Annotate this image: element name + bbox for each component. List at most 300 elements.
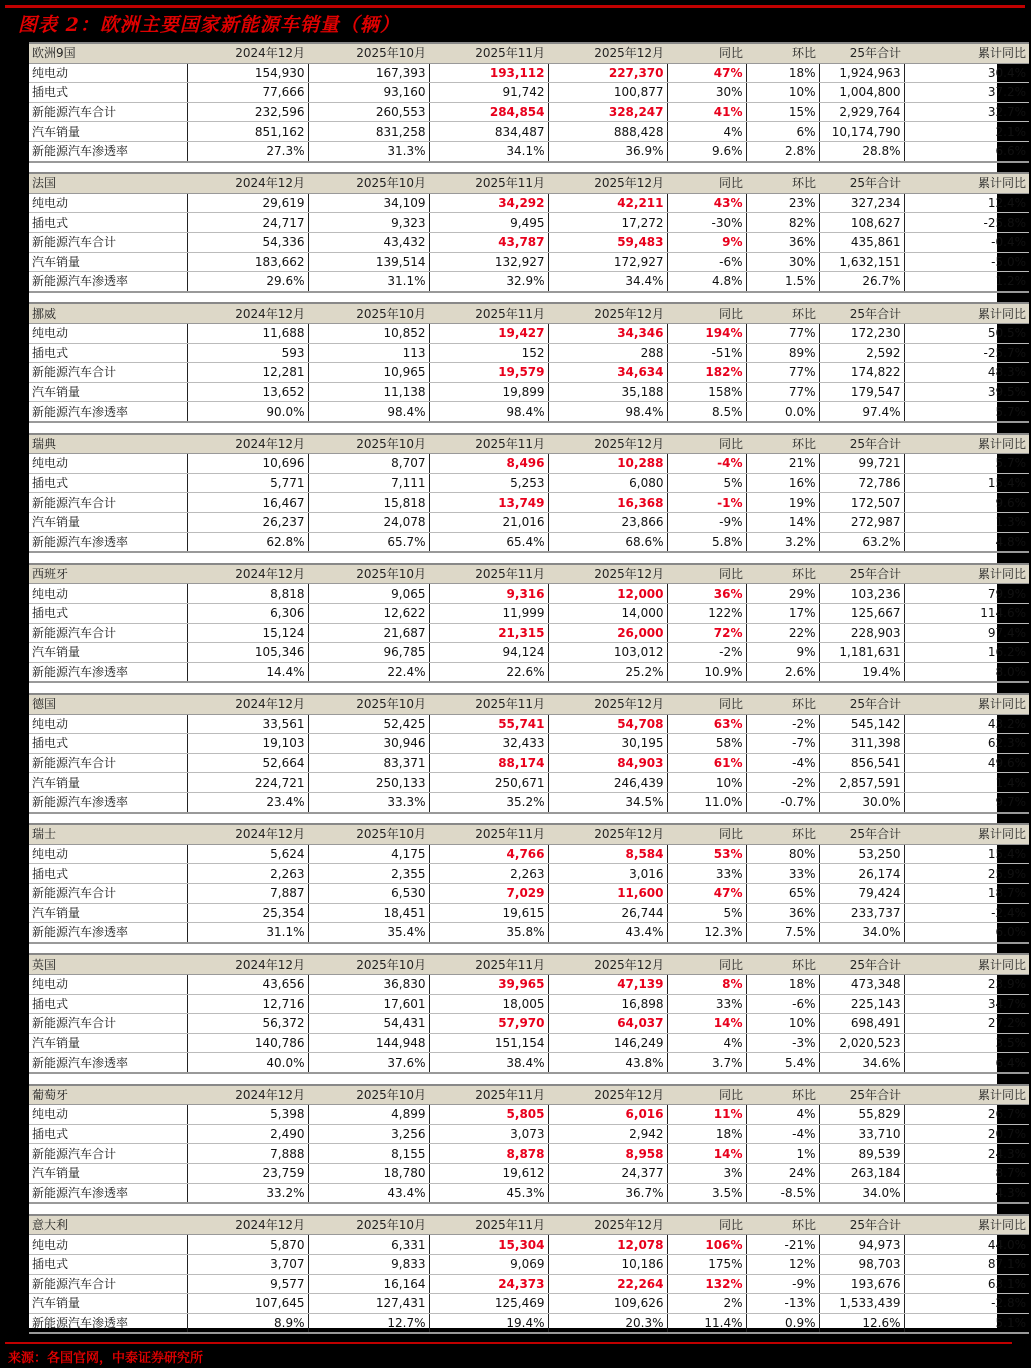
table-cell: 4% xyxy=(667,1033,746,1053)
table-cell: 11,138 xyxy=(308,382,429,402)
table-cell: 77,666 xyxy=(187,83,308,103)
table-cell: 8,155 xyxy=(308,1144,429,1164)
table-cell: 47% xyxy=(667,883,746,903)
table-cell: 4.8% xyxy=(904,532,1029,552)
table-cell: 55,829 xyxy=(819,1105,904,1125)
column-header: 2025年10月 xyxy=(308,434,429,454)
column-header: 2024年12月 xyxy=(187,434,308,454)
column-header: 2024年12月 xyxy=(187,564,308,584)
column-header: 2024年12月 xyxy=(187,1215,308,1235)
table-cell: 54,336 xyxy=(187,232,308,252)
table-cell: -5.0% xyxy=(904,252,1029,272)
table-cell: 4% xyxy=(667,122,746,142)
table-cell: 25.9% xyxy=(904,864,1029,884)
table-cell: 10% xyxy=(746,1014,819,1034)
column-header: 2025年11月 xyxy=(429,1215,548,1235)
table-cell: 25,354 xyxy=(187,903,308,923)
table-cell: 18% xyxy=(667,1124,746,1144)
table-cell: 55,741 xyxy=(429,714,548,734)
table-cell: 7,887 xyxy=(187,883,308,903)
table-cell: 1,924,963 xyxy=(819,63,904,83)
table-cell: 98.4% xyxy=(308,402,429,422)
table-cell: 10,965 xyxy=(308,363,429,383)
table-cell: 35.2% xyxy=(429,792,548,812)
table-cell: 127,431 xyxy=(308,1294,429,1314)
table-cell: 34.1% xyxy=(429,141,548,161)
bottom-rule xyxy=(5,1342,1012,1344)
table-cell: 7,029 xyxy=(429,883,548,903)
row-label: 汽车销量 xyxy=(29,122,187,142)
column-header: 累计同比 xyxy=(904,434,1029,454)
table-cell: 68.6% xyxy=(548,532,667,552)
row-label: 纯电动 xyxy=(29,193,187,213)
table-cell: 10,696 xyxy=(187,454,308,474)
row-label: 新能源汽车合计 xyxy=(29,232,187,252)
table-cell: 13,652 xyxy=(187,382,308,402)
table-row xyxy=(29,1235,1031,1255)
table-cell: 14.4% xyxy=(187,662,308,682)
table-cell: 19,579 xyxy=(429,363,548,383)
column-header: 2025年10月 xyxy=(308,1215,429,1235)
table-cell: 34.4% xyxy=(548,272,667,292)
table-cell: 32,433 xyxy=(429,734,548,754)
column-header: 2024年12月 xyxy=(187,954,308,974)
table-row xyxy=(29,493,1031,513)
table-cell: 36,830 xyxy=(308,974,429,994)
row-label: 纯电动 xyxy=(29,974,187,994)
table-cell: 139,514 xyxy=(308,252,429,272)
table-cell: 132,927 xyxy=(429,252,548,272)
table-cell: 28.8% xyxy=(819,141,904,161)
table-cell: 19,427 xyxy=(429,323,548,343)
column-header: 2025年11月 xyxy=(429,43,548,63)
table-row xyxy=(29,63,1031,83)
table-cell: 26,174 xyxy=(819,864,904,884)
table-cell: 79,424 xyxy=(819,883,904,903)
table-cell: 12,281 xyxy=(187,363,308,383)
column-header: 2025年10月 xyxy=(308,954,429,974)
table-cell: 122% xyxy=(667,603,746,623)
table-cell: 6,016 xyxy=(548,1105,667,1125)
table-cell: 9,065 xyxy=(308,584,429,604)
table-cell: 6% xyxy=(746,122,819,142)
table-cell: 20.3% xyxy=(548,1313,667,1333)
table-cell: 193,112 xyxy=(429,63,548,83)
table-cell: 29,619 xyxy=(187,193,308,213)
table-cell: 34.6% xyxy=(819,1053,904,1073)
table-cell: 16% xyxy=(746,473,819,493)
row-label: 新能源汽车渗透率 xyxy=(29,1183,187,1203)
table-row xyxy=(29,773,1031,793)
table-cell: 1,632,151 xyxy=(819,252,904,272)
column-header: 2025年12月 xyxy=(548,824,667,844)
column-header: 2024年12月 xyxy=(187,824,308,844)
column-header: 2025年12月 xyxy=(548,173,667,193)
table-cell: 20.7% xyxy=(904,1124,1029,1144)
table-cell: 10,852 xyxy=(308,323,429,343)
table-cell: 232,596 xyxy=(187,102,308,122)
table-cell: 888,428 xyxy=(548,122,667,142)
table-cell: 146,249 xyxy=(548,1033,667,1053)
column-header: 25年合计 xyxy=(819,1215,904,1235)
table-cell: 33,710 xyxy=(819,1124,904,1144)
table-cell: 2,929,764 xyxy=(819,102,904,122)
table-cell: 15% xyxy=(746,102,819,122)
table-cell: 152 xyxy=(429,343,548,363)
table-cell: 182% xyxy=(667,363,746,383)
table-cell: 11,600 xyxy=(548,883,667,903)
table-header-row xyxy=(29,954,1031,974)
table-cell: 9% xyxy=(667,232,746,252)
column-header: 同比 xyxy=(667,564,746,584)
table-cell: 97.4% xyxy=(904,623,1029,643)
table-cell: 311,398 xyxy=(819,734,904,754)
table-cell: 2.6% xyxy=(746,662,819,682)
column-header: 2025年11月 xyxy=(429,434,548,454)
table-header-row xyxy=(29,824,1031,844)
column-header: 同比 xyxy=(667,303,746,323)
table-cell: 65.7% xyxy=(308,532,429,552)
column-header: 2025年10月 xyxy=(308,694,429,714)
table-cell: 40.0% xyxy=(187,1053,308,1073)
column-header: 环比 xyxy=(746,824,819,844)
table-cell: 194% xyxy=(667,323,746,343)
table-cell: 30.0% xyxy=(819,792,904,812)
table-cell: 9,833 xyxy=(308,1254,429,1274)
table-row xyxy=(29,402,1031,422)
table-cell: 37.2% xyxy=(904,83,1029,103)
table-cell: 19.4% xyxy=(429,1313,548,1333)
table-cell: 35.4% xyxy=(308,923,429,943)
table-cell: 16,164 xyxy=(308,1274,429,1294)
column-header: 2025年11月 xyxy=(429,824,548,844)
table-cell: 53,250 xyxy=(819,844,904,864)
table-cell: 18% xyxy=(746,974,819,994)
row-label: 纯电动 xyxy=(29,714,187,734)
table-cell: 26.7% xyxy=(904,1105,1029,1125)
source-note: 来源：各国官网，中泰证券研究所 xyxy=(8,1351,204,1366)
column-header: 25年合计 xyxy=(819,694,904,714)
table-cell: 4.8% xyxy=(667,272,746,292)
table-cell: 107,645 xyxy=(187,1294,308,1314)
table-header-row xyxy=(29,564,1031,584)
table-cell: 834,487 xyxy=(429,122,548,142)
table-cell: 63.1% xyxy=(904,1274,1029,1294)
table-row xyxy=(29,512,1031,532)
table-cell: 7,888 xyxy=(187,1144,308,1164)
table-cell: 43% xyxy=(667,193,746,213)
table-cell: 58% xyxy=(667,734,746,754)
table-cell: -8.5% xyxy=(746,1183,819,1203)
country-table-6 xyxy=(29,823,1026,944)
table-cell: 8,707 xyxy=(308,454,429,474)
table-header-row xyxy=(29,1085,1031,1105)
table-cell: 33,561 xyxy=(187,714,308,734)
table-cell: 19,615 xyxy=(429,903,548,923)
table-cell: 1,004,800 xyxy=(819,83,904,103)
column-header: 2024年12月 xyxy=(187,694,308,714)
table-cell: 6.4% xyxy=(904,1053,1029,1073)
table-cell: 21% xyxy=(746,454,819,474)
table-header-row xyxy=(29,303,1031,323)
table-cell: 43.2% xyxy=(904,714,1029,734)
table-cell: 6,080 xyxy=(548,473,667,493)
table-row xyxy=(29,994,1031,1014)
table-cell: 8,584 xyxy=(548,844,667,864)
table-cell: 12.3% xyxy=(667,923,746,943)
table-cell: 435,861 xyxy=(819,232,904,252)
table-cell: 72,786 xyxy=(819,473,904,493)
table-cell: -0.4% xyxy=(904,232,1029,252)
column-header: 累计同比 xyxy=(904,1085,1029,1105)
table-cell: 8,958 xyxy=(548,1144,667,1164)
table-cell: 77% xyxy=(746,363,819,383)
table-cell: 34,634 xyxy=(548,363,667,383)
table-cell: 11,688 xyxy=(187,323,308,343)
table-cell: 167,393 xyxy=(308,63,429,83)
table-row xyxy=(29,473,1031,493)
row-label: 插电式 xyxy=(29,1254,187,1274)
table-row xyxy=(29,141,1031,161)
table-header-row xyxy=(29,694,1031,714)
table-cell: 10% xyxy=(746,83,819,103)
table-cell: 96,785 xyxy=(308,643,429,663)
column-header: 25年合计 xyxy=(819,303,904,323)
table-cell: 19,899 xyxy=(429,382,548,402)
row-label: 插电式 xyxy=(29,734,187,754)
column-header: 2024年12月 xyxy=(187,43,308,63)
table-cell: 98.4% xyxy=(548,402,667,422)
table-cell: 15.4% xyxy=(904,844,1029,864)
table-cell: 183,662 xyxy=(187,252,308,272)
table-cell: 27.2% xyxy=(904,1014,1029,1034)
table-cell: 61% xyxy=(667,753,746,773)
column-header: 25年合计 xyxy=(819,824,904,844)
table-cell: 23,759 xyxy=(187,1163,308,1183)
table-cell: 288 xyxy=(548,343,667,363)
table-cell: 36% xyxy=(746,903,819,923)
table-row xyxy=(29,1053,1031,1073)
table-cell: 24% xyxy=(746,1163,819,1183)
table-cell: 16,368 xyxy=(548,493,667,513)
table-cell: 22.6% xyxy=(429,662,548,682)
table-cell: 3% xyxy=(667,1163,746,1183)
table-cell: 36.7% xyxy=(548,1183,667,1203)
table-cell: 97.4% xyxy=(819,402,904,422)
table-cell: -2% xyxy=(746,773,819,793)
table-cell: -2% xyxy=(746,714,819,734)
table-cell: 90.0% xyxy=(187,402,308,422)
column-header: 环比 xyxy=(746,1215,819,1235)
table-cell: 9.7% xyxy=(904,792,1029,812)
table-cell: -6% xyxy=(746,994,819,1014)
table-row xyxy=(29,1124,1031,1144)
table-cell: 8,496 xyxy=(429,454,548,474)
table-cell: 132% xyxy=(667,1274,746,1294)
column-header: 同比 xyxy=(667,694,746,714)
table-cell: 93,160 xyxy=(308,83,429,103)
table-cell: 4% xyxy=(746,1105,819,1125)
table-row xyxy=(29,792,1031,812)
table-row xyxy=(29,102,1031,122)
column-header: 累计同比 xyxy=(904,1215,1029,1235)
table-row xyxy=(29,1105,1031,1125)
column-header: 2025年10月 xyxy=(308,564,429,584)
row-label: 插电式 xyxy=(29,864,187,884)
table-cell: 9,577 xyxy=(187,1274,308,1294)
table-cell: 9,316 xyxy=(429,584,548,604)
table-cell: 62.3% xyxy=(904,734,1029,754)
table-cell: 5,253 xyxy=(429,473,548,493)
column-header: 2025年11月 xyxy=(429,694,548,714)
table-header-row xyxy=(29,434,1031,454)
table-row xyxy=(29,1313,1031,1333)
column-header: 25年合计 xyxy=(819,43,904,63)
table-cell: -7% xyxy=(746,734,819,754)
table-cell: 172,230 xyxy=(819,323,904,343)
table-cell: 11.0% xyxy=(667,792,746,812)
column-header: 2025年12月 xyxy=(548,954,667,974)
table-cell: 5.1% xyxy=(904,1313,1029,1333)
table-cell: 34,292 xyxy=(429,193,548,213)
table-cell: 9,323 xyxy=(308,213,429,233)
row-label: 新能源汽车渗透率 xyxy=(29,1313,187,1333)
table-cell: 12.6% xyxy=(819,1313,904,1333)
column-header: 2024年12月 xyxy=(187,303,308,323)
table-cell: 26.7% xyxy=(819,272,904,292)
row-label: 插电式 xyxy=(29,213,187,233)
table-cell: 3,073 xyxy=(429,1124,548,1144)
table-cell: 8% xyxy=(667,974,746,994)
table-cell: 59,483 xyxy=(548,232,667,252)
table-cell: 52,664 xyxy=(187,753,308,773)
table-cell: 94,124 xyxy=(429,643,548,663)
table-cell: 32.7% xyxy=(904,102,1029,122)
table-cell: 2% xyxy=(667,1294,746,1314)
row-label: 汽车销量 xyxy=(29,252,187,272)
table-cell: 8.0% xyxy=(904,662,1029,682)
table-cell: 224,721 xyxy=(187,773,308,793)
column-header: 25年合计 xyxy=(819,954,904,974)
column-header: 同比 xyxy=(667,954,746,974)
table-row xyxy=(29,923,1031,943)
table-row xyxy=(29,1033,1031,1053)
table-cell: 14,000 xyxy=(548,603,667,623)
row-label: 汽车销量 xyxy=(29,1163,187,1183)
row-label: 新能源汽车合计 xyxy=(29,1144,187,1164)
table-cell: -6% xyxy=(667,252,746,272)
table-cell: 50.5% xyxy=(904,323,1029,343)
table-cell: 2,355 xyxy=(308,864,429,884)
table-cell: 14% xyxy=(746,512,819,532)
table-row xyxy=(29,903,1031,923)
column-header: 25年合计 xyxy=(819,564,904,584)
table-cell: 114.6% xyxy=(904,603,1029,623)
table-cell: 11% xyxy=(667,1105,746,1125)
table-cell: 24,377 xyxy=(548,1163,667,1183)
table-cell: 6,331 xyxy=(308,1235,429,1255)
table-cell: -2.8% xyxy=(904,1294,1029,1314)
country-name: 欧洲9国 xyxy=(29,43,187,63)
table-cell: 33.3% xyxy=(308,792,429,812)
table-cell: 9.6% xyxy=(904,493,1029,513)
row-label: 汽车销量 xyxy=(29,643,187,663)
row-label: 汽车销量 xyxy=(29,773,187,793)
table-cell: 23,866 xyxy=(548,512,667,532)
table-cell: 856,541 xyxy=(819,753,904,773)
table-cell: 63.2% xyxy=(819,532,904,552)
table-cell: 144,948 xyxy=(308,1033,429,1053)
table-header-row xyxy=(29,43,1031,63)
row-label: 新能源汽车合计 xyxy=(29,883,187,903)
country-table-5 xyxy=(29,693,1026,814)
table-cell: 33% xyxy=(667,994,746,1014)
table-cell: -13% xyxy=(746,1294,819,1314)
table-cell: 328,247 xyxy=(548,102,667,122)
row-label: 汽车销量 xyxy=(29,1033,187,1053)
column-header: 环比 xyxy=(746,1085,819,1105)
table-cell: 43,432 xyxy=(308,232,429,252)
table-row xyxy=(29,1163,1031,1183)
table-cell: 72% xyxy=(667,623,746,643)
table-cell: 34,346 xyxy=(548,323,667,343)
row-label: 插电式 xyxy=(29,343,187,363)
table-cell: 65.4% xyxy=(429,532,548,552)
country-name: 葡萄牙 xyxy=(29,1085,187,1105)
table-cell: 0.9% xyxy=(746,1313,819,1333)
table-cell: 3,256 xyxy=(308,1124,429,1144)
table-cell: 7,111 xyxy=(308,473,429,493)
table-cell: 43,787 xyxy=(429,232,548,252)
table-cell: 30,195 xyxy=(548,734,667,754)
column-header: 2024年12月 xyxy=(187,173,308,193)
table-cell: 18% xyxy=(746,63,819,83)
table-row xyxy=(29,974,1031,994)
row-label: 纯电动 xyxy=(29,454,187,474)
table-cell: 26,000 xyxy=(548,623,667,643)
country-name: 英国 xyxy=(29,954,187,974)
column-header: 2025年10月 xyxy=(308,303,429,323)
table-cell: 19,612 xyxy=(429,1163,548,1183)
table-row xyxy=(29,454,1031,474)
table-row xyxy=(29,83,1031,103)
table-cell: 9.6% xyxy=(667,141,746,161)
table-cell: 22,264 xyxy=(548,1274,667,1294)
table-cell: 2,857,591 xyxy=(819,773,904,793)
table-cell: 3.5% xyxy=(667,1183,746,1203)
table-cell: 10,174,790 xyxy=(819,122,904,142)
table-cell: 52,425 xyxy=(308,714,429,734)
table-cell: 17,601 xyxy=(308,994,429,1014)
column-header: 2025年12月 xyxy=(548,694,667,714)
table-cell: 34.5% xyxy=(548,792,667,812)
table-cell: 246,439 xyxy=(548,773,667,793)
table-cell: 473,348 xyxy=(819,974,904,994)
table-cell: 8,818 xyxy=(187,584,308,604)
table-cell: 19.4% xyxy=(819,662,904,682)
table-cell: 43.4% xyxy=(308,1183,429,1203)
table-row xyxy=(29,753,1031,773)
table-cell: 35.8% xyxy=(429,923,548,943)
column-header: 2025年10月 xyxy=(308,824,429,844)
table-cell: 38.4% xyxy=(429,1053,548,1073)
table-cell: 2.1% xyxy=(904,122,1029,142)
row-label: 新能源汽车渗透率 xyxy=(29,141,187,161)
country-name: 瑞典 xyxy=(29,434,187,454)
table-cell: 11,999 xyxy=(429,603,548,623)
table-cell: 263,184 xyxy=(819,1163,904,1183)
row-label: 插电式 xyxy=(29,603,187,623)
